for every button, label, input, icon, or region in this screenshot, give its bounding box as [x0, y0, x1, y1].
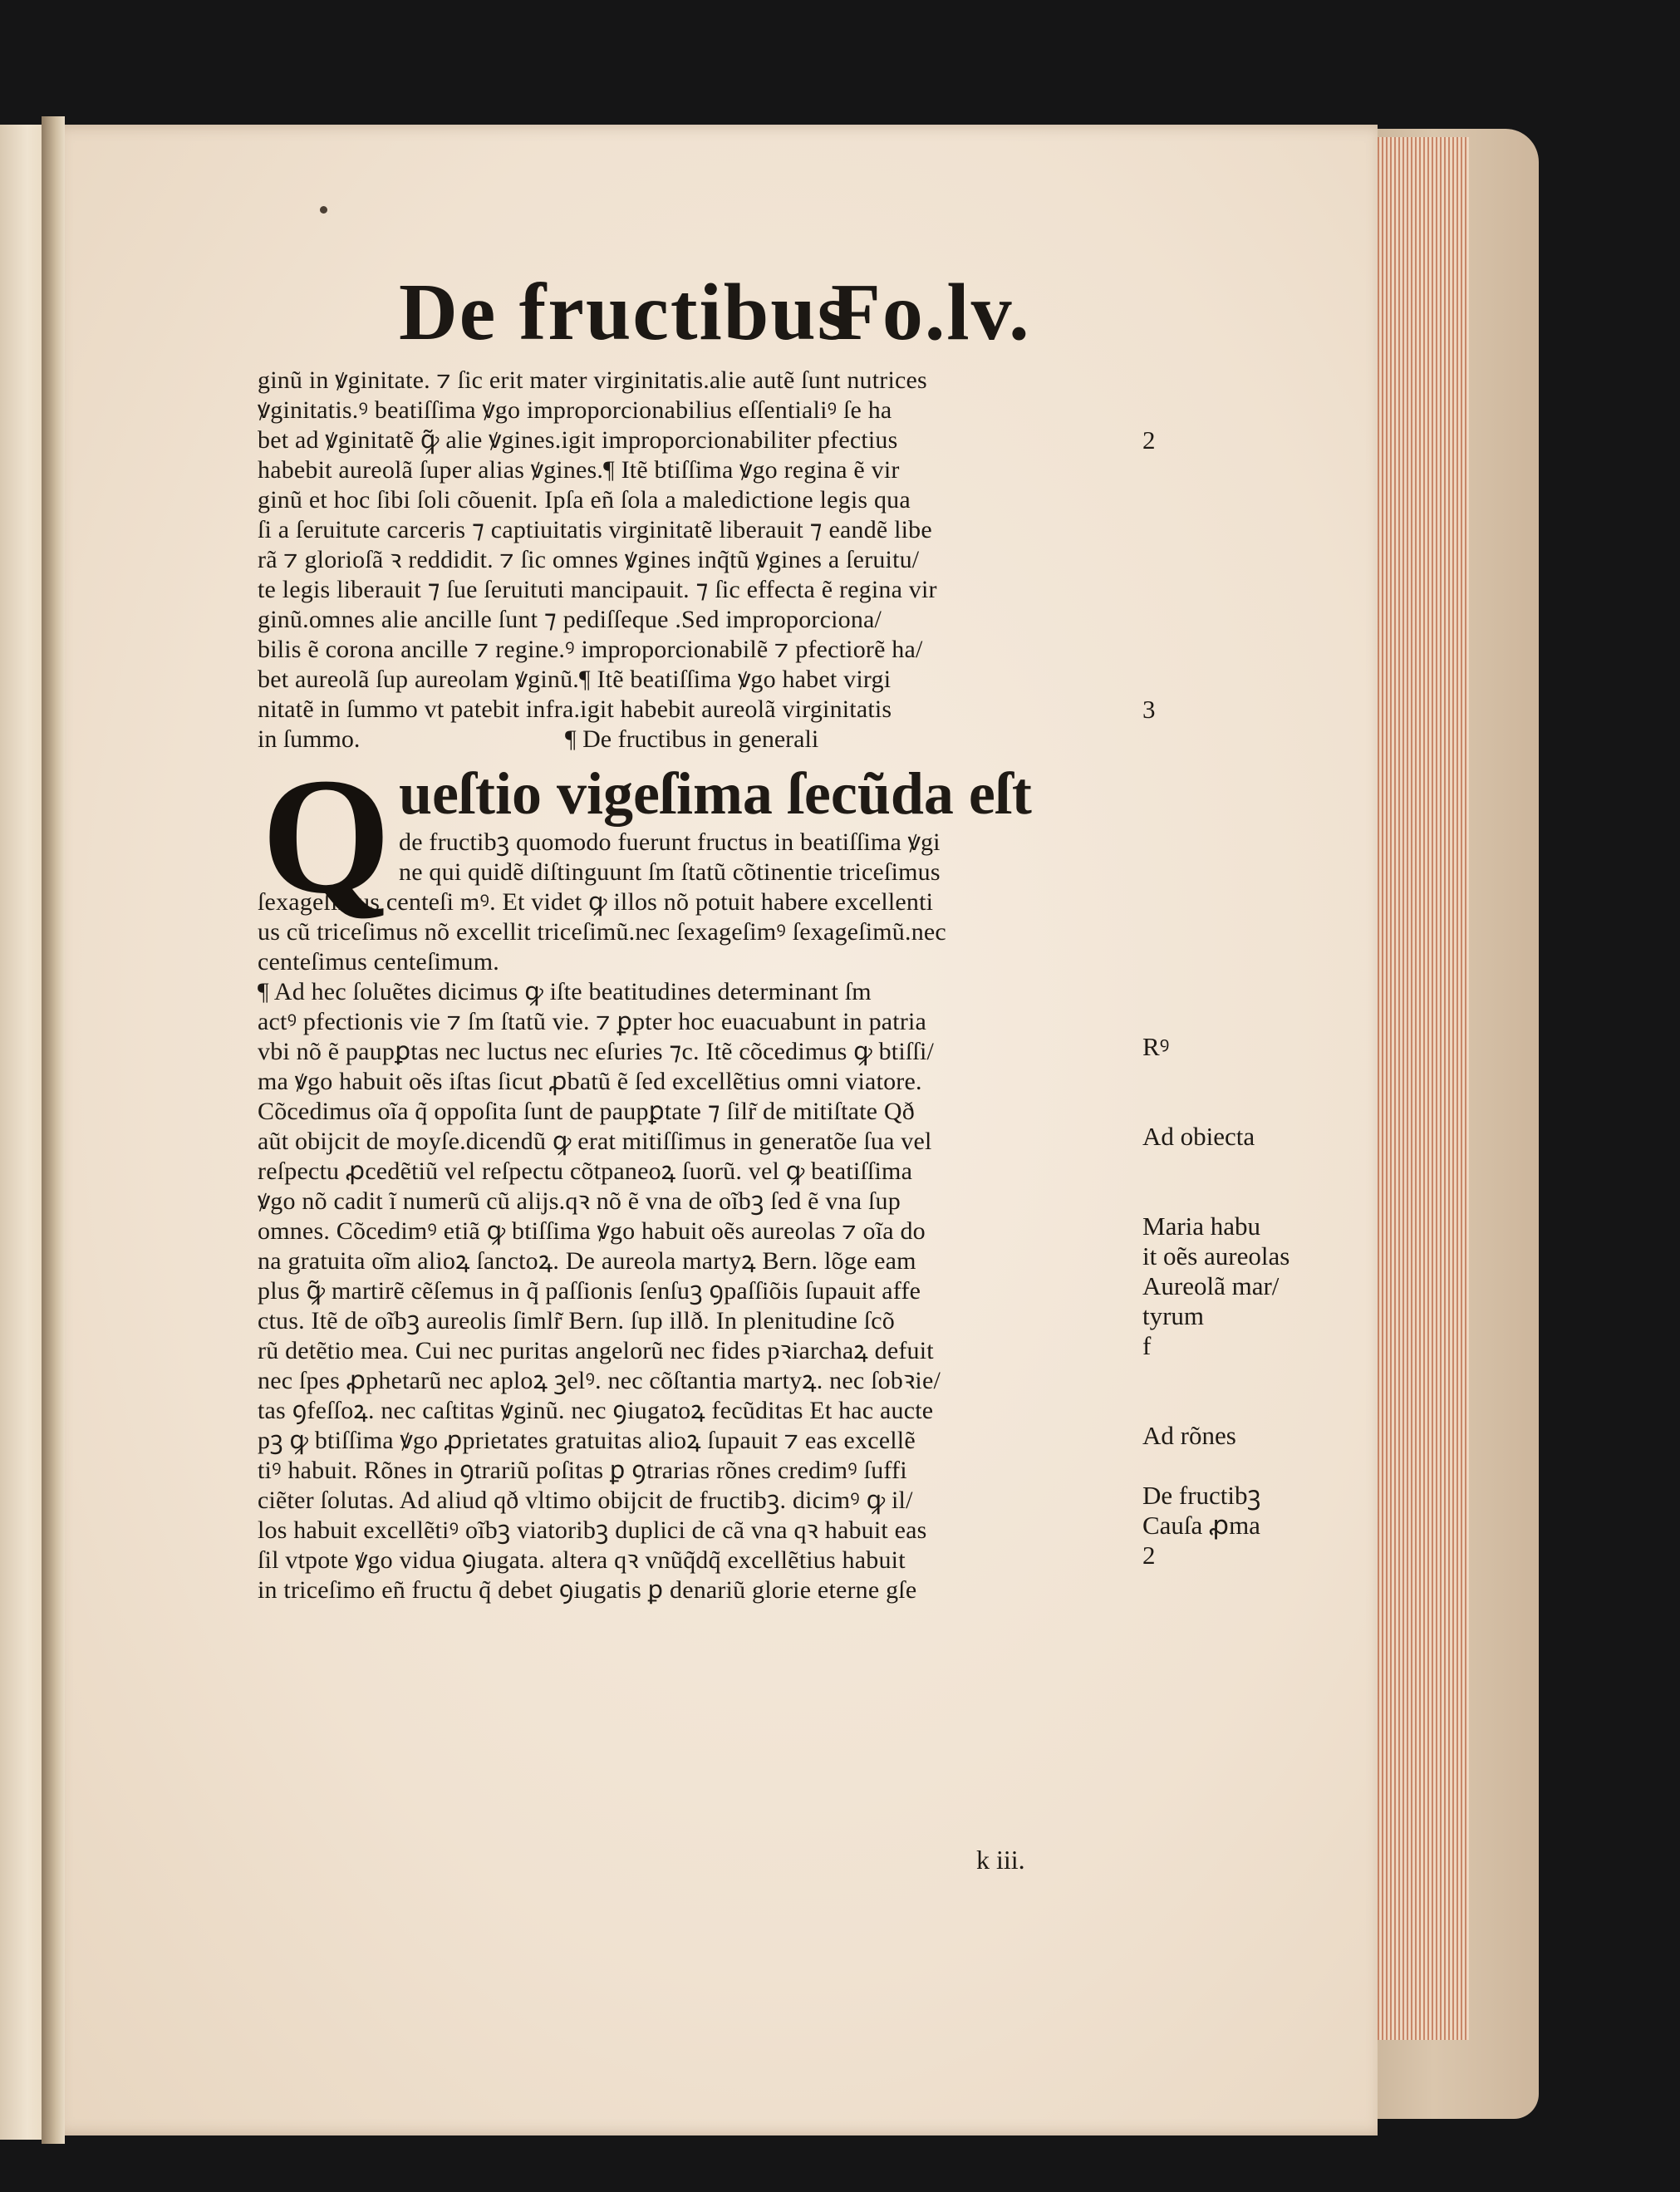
text-line: nec ſpes ꝓphetarũ nec aploꝝ ꝫelꝰ. nec cõſtantia martyꝝ. nec ſobꝛie/: [258, 1367, 941, 1394]
margin-note: Ad obiecta: [1142, 1122, 1255, 1151]
question-heading-text: ueſtio vigeſima ſecũda eſt: [399, 760, 1032, 827]
decorated-initial: Q: [261, 745, 391, 928]
text-line: ciẽter ſolutas. Ad aliud qð vltimo obijcit de fructibꝫ. dicimꝰ ꝙ il/: [258, 1487, 913, 1514]
rubric-right: ¶ De fructibus in generali: [565, 725, 819, 753]
margin-note: tyrum: [1142, 1301, 1205, 1330]
page-stack-edges: [1369, 137, 1469, 2040]
text-line: omnes. Cõcedimꝰ etiã ꝙ btiſſima ꝟgo habuit oẽs aureolas ⁊ oĩa do: [258, 1217, 926, 1245]
margin-note: De fructibꝫ: [1142, 1481, 1261, 1510]
rubric-left: in ſummo.: [258, 725, 361, 753]
margin-note: Ad rõnes: [1142, 1421, 1236, 1450]
text-line: rũ detẽtio mea. Cui nec puritas angelorũ nec fides pꝛiarchaꝝ defuit: [258, 1337, 934, 1364]
margin-note: it oẽs aureolas: [1142, 1241, 1290, 1270]
text-line: ginũ.omnes alie ancille ſunt ⁊ pediſſeque .Sed improporciona/: [258, 606, 882, 633]
text-line: centeſimus centeſimum.: [258, 948, 499, 976]
text-line: los habuit excellẽtiꝰ oĩbꝫ viatoribꝫ duplici de cã vna qꝛ habuit eas: [258, 1516, 927, 1544]
text-line: ctus. Itẽ de oĩbꝫ aureolis ſimlr̃ Bern. ſup illð. In plenitudine ſcõ: [258, 1307, 895, 1334]
text-line: ginũ in ꝟginitate. ⁊ ſic erit mater virginitatis.alie autẽ ſunt nutrices: [258, 366, 927, 394]
text-line: vbi nõ ẽ paupꝑtas nec luctus nec eſuries ⁊c. Itẽ cõcedimus ꝙ btiſſi/: [258, 1038, 935, 1065]
margin-note: f: [1142, 1331, 1152, 1360]
text-line: ¶ Ad hec ſoluẽtes dicimus ꝙ iſte beatitudines determinant ſm: [258, 978, 872, 1005]
text-line: te legis liberauit ⁊ ſue ſeruituti mancipauit. ⁊ ſic effecta ẽ regina vir: [258, 576, 937, 603]
text-line: bilis ẽ corona ancille ⁊ regine.ꝰ improporcionabilẽ ⁊ pfectiorẽ ha/: [258, 636, 923, 663]
text-line: aũt obijcit de moyſe.dicendũ ꝙ erat mitiſſimus in generatõe ſua vel: [258, 1128, 932, 1155]
text-line: nitatẽ in ſummo vt patebit infra.igit habebit aureolã virginitatis: [258, 695, 892, 723]
book-gutter: [42, 116, 65, 2144]
text-line: us cũ triceſimus nõ excellit triceſimũ.nec ſexageſimꝰ ſexageſimũ.nec: [258, 918, 946, 946]
text-line: plus ꝙ̃ martirẽ cẽſemus in q̃ paſſionis ſenſuꝫ ꝯpaſſiõis ſupauit affe: [258, 1277, 921, 1305]
text-line: ma ꝟgo habuit oẽs iſtas ſicut ꝓbatũ ẽ ſed excellẽtius omni viatore.: [258, 1068, 922, 1095]
header-title: De fructibus: [399, 268, 851, 357]
text-line: tas ꝯfeſſoꝝ. nec caſtitas ꝟginũ. nec ꝯiugatoꝝ fecũditas Et hac aucte: [258, 1397, 934, 1424]
text-line: ſi a ſeruitute carceris ⁊ captiuitatis virginitatẽ liberauit ⁊ eandẽ libe: [258, 516, 932, 543]
margin-note: Aureolã mar/: [1142, 1271, 1280, 1300]
text-line: reſpectu ꝓcedẽtiũ vel reſpectu cõtpaneoꝝ ſuorũ. vel ꝙ beatiſſima: [258, 1157, 913, 1185]
margin-note: 2: [1142, 1541, 1156, 1570]
folio-number: Fo.lv.: [831, 268, 1031, 357]
margin-note: Rꝰ: [1142, 1032, 1170, 1061]
signature-mark: k iii.: [976, 1845, 1025, 1875]
text-line: ſexageſimus centeſi mꝰ. Et videt ꝙ illos nõ potuit habere excellenti: [258, 888, 934, 916]
text-column: [258, 366, 1134, 1605]
text-line: bet ad ꝟginitatẽ ꝙ̃ alie ꝟgines.igit improporcionabiliter pfectius: [258, 426, 898, 454]
text-line: pꝫ ꝙ btiſſima ꝟgo ꝓprietates gratuitas alioꝝ ſupauit ⁊ eas excellẽ: [258, 1427, 916, 1454]
text-line: de fructibꝫ quomodo fuerunt fructus in beatiſſima ꝟgi: [399, 828, 941, 856]
text-line: bet aureolã ſup aureolam ꝟginũ.¶ Itẽ beatiſſima ꝟgo habet virgi: [258, 666, 892, 693]
paragraph-2: [258, 977, 1134, 1605]
text-line: ꝟginitatis.ꝰ beatiſſima ꝟgo improporcionabilius eſſentialiꝰ ſe ha: [258, 396, 892, 424]
text-line: tiꝰ habuit. Rõnes in ꝯtrariũ poſitas ꝑ ꝯtrarias rõnes credimꝰ ſuffi: [258, 1457, 907, 1484]
paragraph-1: [258, 366, 1134, 725]
text-line: habebit aureolã ſuper alias ꝟgines.¶ Itẽ btiſſima ꝟgo regina ẽ vir: [258, 456, 900, 484]
text-line: in triceſimo eñ fructu q̃ debet ꝯiugatis ꝑ denariũ glorie eterne gſe: [258, 1576, 917, 1604]
text-line: rã ⁊ glorioſã ꝛ reddidit. ⁊ ſic omnes ꝟgines inq̃tũ ꝟgines a ſeruitu/: [258, 546, 920, 573]
running-header: [399, 266, 1080, 357]
ink-spot: [320, 206, 327, 214]
margin-note: Cauſa ꝓma: [1142, 1511, 1260, 1540]
margin-note: 3: [1142, 695, 1156, 724]
text-line: Cõcedimus oĩa q̃ oppoſita ſunt de paupꝑtate ⁊ ſilr̃ de mitiſtate Qð: [258, 1098, 915, 1125]
text-line: actꝰ pfectionis vie ⁊ ſm ſtatũ vie. ⁊ ꝑpter hoc euacuabunt in patria: [258, 1008, 927, 1035]
text-line: na gratuita oĩm alioꝝ ſanctoꝝ. De aureola martyꝝ Bern. lõge eam: [258, 1247, 916, 1275]
text-line: ꝟgo nõ cadit ĩ numerũ cũ alijs.qꝛ nõ ẽ vna de oĩbꝫ ſed ẽ vna ſup: [258, 1187, 901, 1215]
text-line: ne qui quidẽ diſtinguunt ſm ſtatũ cõtinentie triceſimus: [399, 858, 941, 886]
text-line: ginũ et hoc ſibi ſoli cõuenit. Ipſa eñ ſola a maledictione legis qua: [258, 486, 911, 514]
text-line: ſil vtpote ꝟgo vidua ꝯiugata. altera qꝛ vnũq̃dq̃ excellẽtius habuit: [258, 1546, 906, 1574]
margin-note: 2: [1142, 425, 1156, 455]
margin-note: Maria habu: [1142, 1211, 1261, 1241]
